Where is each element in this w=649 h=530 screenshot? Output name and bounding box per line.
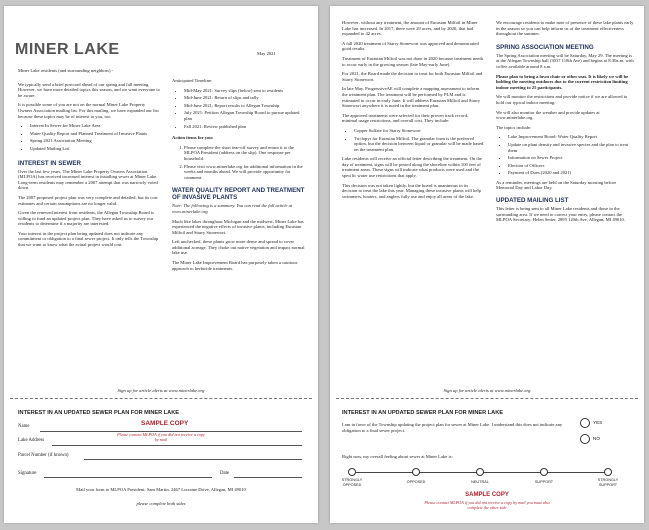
body-paragraph: In late May, ProgressiveAE will complete a mapping assessment to inform the treatment plan. The treatment will be performed by PLM and is estimated to occur in early June. It will address Eurasian Milfoil and Starry Stonewort anywhere it is noted in the treatment plan. (342, 86, 481, 109)
body-paragraph: The approved treatments were selected for their proven track record, minimal usage restrictions, and overall cost. They include: (342, 112, 469, 124)
lake-address-field[interactable] (52, 445, 302, 446)
right-column (496, 20, 634, 227)
body-paragraph: As a reminder, meetings are held on the Saturday morning before Memorial Day and Labor Day. (496, 179, 617, 191)
list-item: • Mid-June 2021: Report results to Allegan Township (184, 103, 308, 109)
body-paragraph: This letter is being sent to all Miner Lake residents and those in the surrounding area. If we need to correct your entry, please contact the MLPOA Secretary: Helen Setter, 2895 120th Ave, Allegan, MI 49010. (496, 206, 625, 223)
sample-note: Please contact MLPOA if you did not receive a copy by mail you must also complete the other side (424, 500, 550, 510)
action-label: Action items for you: (172, 135, 214, 141)
list-item: • Copper Sulfate for Starry Stonewort (354, 128, 484, 134)
section-heading: WATER QUALITY REPORT AND TREATMENT OF INVASIVE PLANTS (172, 187, 305, 202)
mail-instructions: Mail your form to MLPOA President: Sam Martin, 2467 Lorraine Drive, Allegan, MI 49010 (76, 487, 246, 492)
list-item: • Interest In Sewer for Miner Lake Area (30, 123, 160, 129)
form-heading: INTEREST IN AN UPDATED SEWER PLAN FOR MINER LAKE (342, 410, 503, 416)
body-paragraph: We will also monitor the weather and provide updates at www.minerlake.org. (496, 109, 600, 121)
date-label: Date (220, 471, 230, 476)
section-heading: UPDATED MAILING LIST (496, 197, 569, 205)
body-paragraph: Left unchecked, these plants grow more dense and spread to cover additional acreage. They choke out native vegetation and impact normal lake use. (172, 239, 305, 256)
scale-label: STRONGLY SUPPORT (597, 478, 619, 487)
list-item: • Lake Improvement Board: Water Quality Report (508, 134, 634, 140)
date-field[interactable] (234, 477, 302, 478)
section-heading: INTEREST IN SEWER (18, 159, 81, 167)
parcel-field[interactable] (84, 459, 302, 460)
topic-list (18, 123, 160, 151)
body-paragraph: However, without any treatment, the amount of Eurasian Milfoil in Miner Lake has increased. In 2017, there were 29 acres, and by 2020, that had expanded to 42 acres. (342, 20, 478, 37)
issue-date: May 2021 (257, 51, 276, 56)
body-paragraph: The Miner Lake Improvement Board has purposely taken a cautious approach to herbicide treatments. (172, 260, 298, 271)
body-paragraph: Please plan to bring a lawn chair or other seat. It is likely we will be holding the meeting outdoors due to the current restriction limiting indoor meeting to 25 participants. (496, 73, 629, 90)
scale-option-support[interactable] (540, 468, 548, 476)
meeting-topic-list (496, 134, 634, 176)
list-item: 2. Please visit www.minerlake.org for additional information in the weeks and months ahead. We will provide opportunity for comment. (184, 164, 308, 181)
signature-label: Signature (18, 471, 37, 476)
yes-label: YES (593, 420, 603, 425)
body-paragraph: A fall 2020 treatment of Starry Stonewort was approved and demonstrated good results. (342, 40, 479, 52)
body-paragraph: Given the renewed interest from residents, the Allegan Township Board is willing to fund an updated project plan. They have asked us to survey our residents to determine if a majority are interested. (18, 210, 154, 227)
body-paragraph: We will monitor the restrictions and provide notice if we are allowed to hold our typical indoor meeting. (496, 94, 628, 105)
topics-label: The topics include: (496, 124, 532, 130)
intro-paragraph: It is possible some of you are not on the normal Miner Lake Property Owners Association mailing list. For this mailing, we have expanded our list because these topics may be of interest to you, too. (18, 102, 159, 119)
scale-label: NEUTRAL (471, 480, 489, 484)
list-item: • Election of Officers (508, 163, 634, 169)
scale-option-opposed[interactable] (412, 468, 420, 476)
list-item: • Spring 2021 Association Meeting (30, 138, 160, 144)
feeling-prompt: Right now, my overall feeling about sewer at Miner Lake is: (342, 454, 453, 459)
timeline-list (172, 88, 308, 130)
scale-option-strongly-opposed[interactable] (348, 468, 356, 476)
complete-both-sides: please complete both sides (136, 501, 186, 506)
body-paragraph: For 2021, the Board made the decision to treat for both Eurasian Milfoil and Starry Stonewort. (342, 71, 483, 82)
left-column (342, 20, 484, 203)
no-label: NO (593, 436, 600, 441)
parcel-label: Parcel Number (if known) (18, 453, 69, 458)
sample-note: Please contact MLPOA if you did not receive a copy by mail (117, 432, 205, 442)
section-heading: SPRING ASSOCIATION MEETING (496, 43, 594, 51)
body-paragraph: Much like lakes throughout Michigan and the midwest, Miner Lake has experienced the negative effects of invasive plants, including Eurasian Milfoil and Starry Stonewort. (172, 218, 304, 235)
scale-label: OPPOSED (406, 480, 426, 484)
signup-line: Sign up for article alerts at www.minerlake.org (117, 388, 205, 393)
scale-label: SUPPORT (534, 480, 554, 484)
list-item: • Payment of Dues (2020 and 2021) (508, 170, 634, 176)
body-paragraph: Lake residents will receive an official letter describing the treatment. On the day of treatment, signs will be posted along the shoreline within 100 feet of treatment areas. These signs will indicate what products were used and the specific water use restrictions that apply. (342, 156, 482, 179)
intro-paragraph: We typically send a brief postcard ahead of our spring and fall meeting. However, we have more detailed topics this season, and we want everyone to be aware. (18, 81, 160, 98)
favor-statement: I am in favor of the Township updating the project plan for sewer at Miner Lake. I understand this does not indicate any obligation to a final sewer project. (342, 422, 563, 433)
page-two (330, 6, 644, 523)
list-item: • Mid-June 2021: Return of slips and tally (184, 95, 308, 101)
list-item: • Updated Mailing List (30, 146, 160, 152)
signature-field[interactable] (44, 477, 212, 478)
body-paragraph: The Spring Association meeting will be Saturday, May 29. The meeting is at the Allegan Township hall (3037 118th Ave) and begins at 8:30a.m. with coffee available around 8 a.m. (496, 52, 634, 69)
body-paragraph: Your interest in the project plan being updated does not indicate any commitment or obligation to a final sewer project. It only tells the Township that we want to know what the actual project would cost. (18, 230, 159, 248)
greeting: Miner Lake residents (and surrounding neighbors) - (18, 68, 114, 73)
lake-address-label: Lake Address (18, 438, 45, 443)
note: Note: The following is a summary. You can read the full article at www.minerlake.org (172, 203, 293, 214)
body-paragraph: The 2007 proposed project plan was very complete and detailed, but its cost estimates and certain assumptions are no longer valid. (18, 194, 158, 206)
right-column (172, 78, 308, 275)
scale-option-neutral[interactable] (476, 468, 484, 476)
list-item: 1. Please complete the short tear-off survey and return it to the MLPOA President (address on the slip). One response per household. (184, 145, 308, 162)
tear-line (336, 398, 638, 399)
yes-checkbox[interactable] (580, 418, 590, 428)
body-paragraph: This decision was not taken lightly, but the board is unanimous in its decision to treat the lake this year. Managing these invasive plants will help swimmers, boaters, and anglers fully use and enjoy all areas of the lake. (342, 182, 481, 199)
form-heading: INTEREST IN AN UPDATED SEWER PLAN FOR MINER LAKE (18, 410, 179, 416)
body-paragraph: Treatment of Eurasian Milfoil was not done in 2020 because treatment needs to occur early in the growing season (late May-early June). (342, 55, 484, 67)
scale-option-strongly-support[interactable] (604, 468, 612, 476)
list-item: • Information on Sewer Project (508, 155, 634, 161)
scale-label: STRONGLY OPPOSED (341, 478, 363, 487)
body-paragraph: Over the last few years, The Miner Lake Property Owners Association (MLPOA) has received increased interest in installing sewer at Miner Lake. Long-term residents may remember a 2007 attempt that was narrowly voted down. (18, 168, 158, 191)
name-label: Name (18, 424, 30, 429)
list-item: • Water Quality Report and Planned Treatment of Invasive Plants (30, 131, 160, 137)
no-checkbox[interactable] (580, 434, 590, 444)
page-one (4, 6, 318, 523)
list-item: • Update on plant density and invasive species and the plan to treat them (508, 142, 634, 153)
list-item: • Triclopyr for Eurasian Milfoil. The granular form is the preferred option, but the decision between liquid or granular will be made based on the treatment plan. (354, 136, 484, 153)
newsletter-title: MINER LAKE (15, 41, 120, 58)
list-item: • Mid-May 2021: Survey slips (below) sent to residents (184, 88, 308, 94)
timeline-label: Anticipated Timeline: (172, 78, 213, 83)
sample-stamp: SAMPLE COPY (465, 492, 509, 498)
treatment-list (342, 128, 484, 152)
tear-line (10, 398, 312, 399)
signup-line: Sign up for article alerts at www.minerlake.org (443, 388, 531, 393)
left-column (18, 68, 160, 252)
action-list (172, 145, 308, 181)
body-paragraph: We encourage residents to make note of presence of these lake plants early in the season so you can help inform us of the treatment effectiveness throughout the summer. (496, 20, 634, 37)
list-item: • July 2021: Petition Allegan Township Board to pursue updated plan (184, 110, 308, 121)
sample-stamp: SAMPLE COPY (141, 420, 189, 427)
list-item: • Fall 2021: Review published plan (184, 124, 308, 130)
